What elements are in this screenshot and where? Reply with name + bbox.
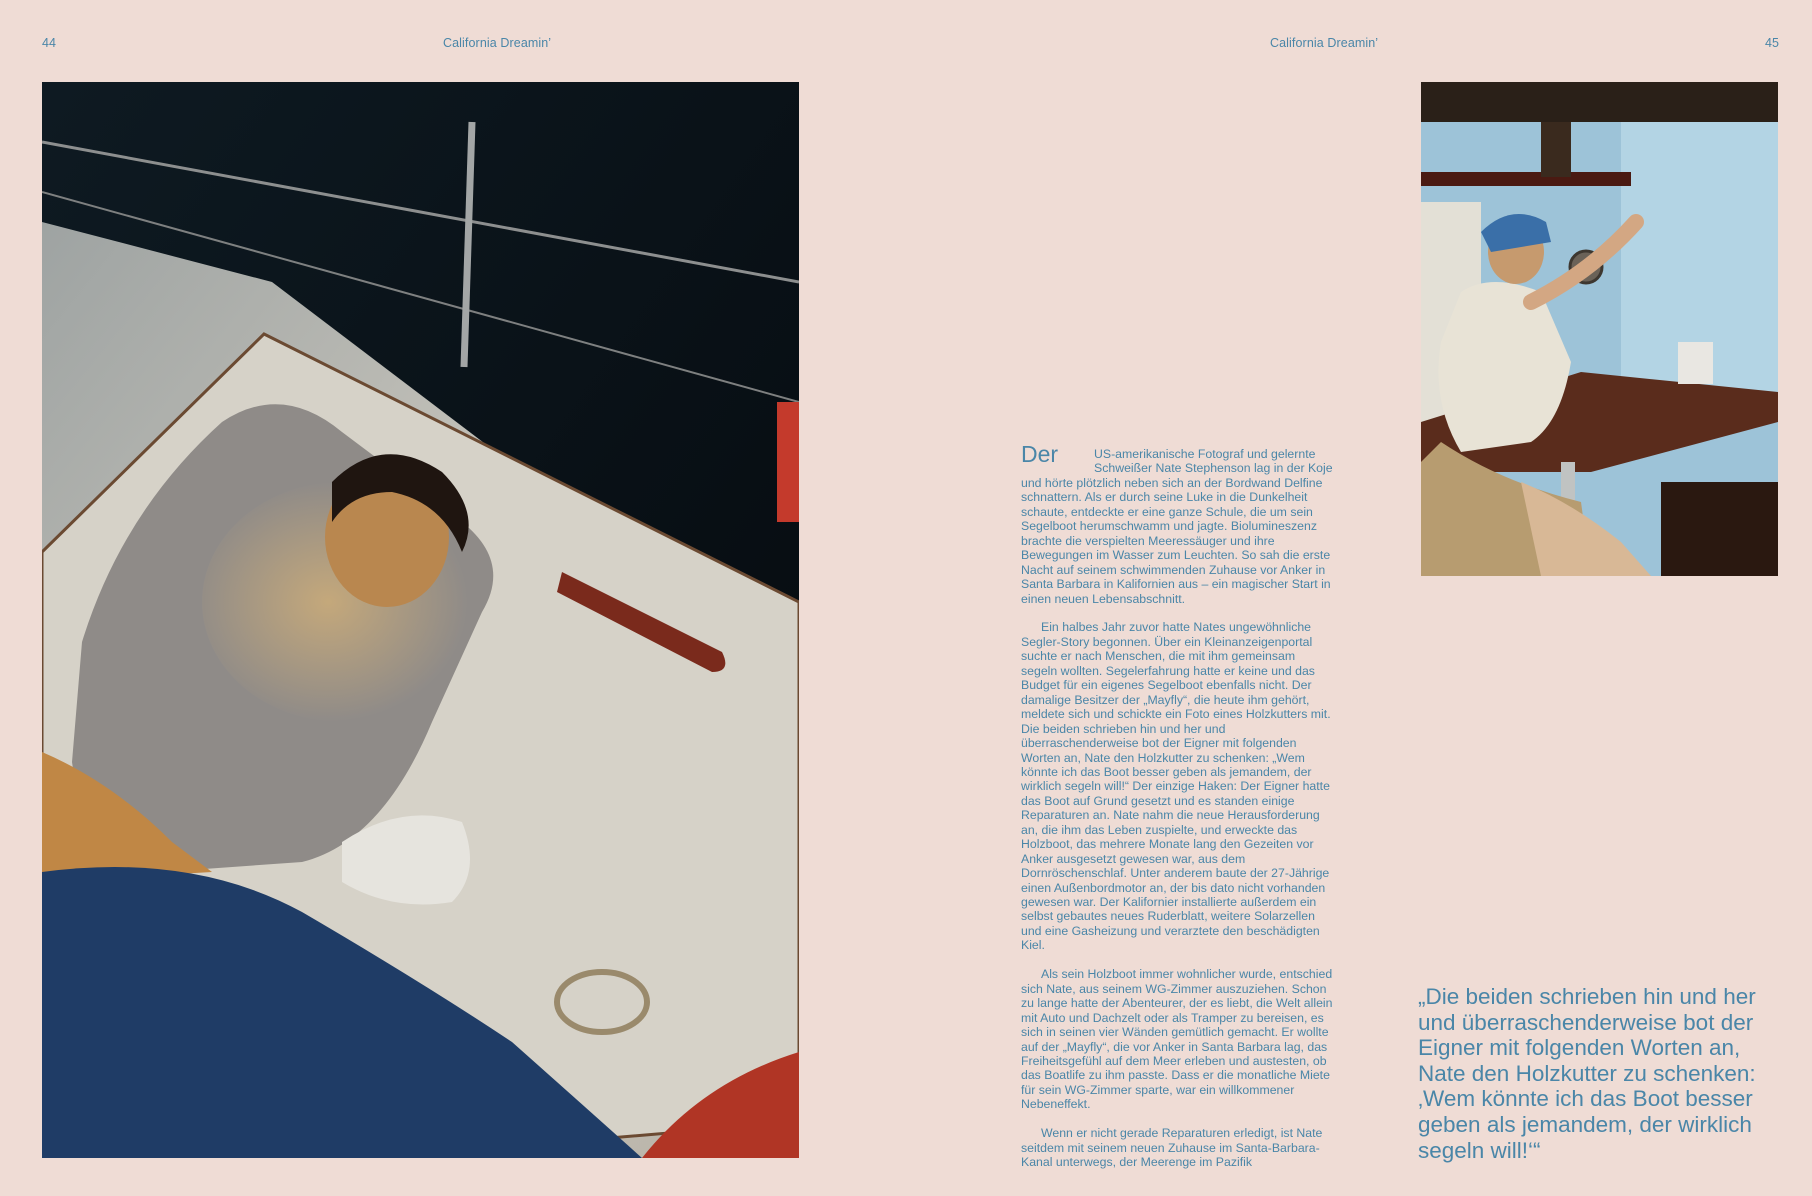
photo-woman-on-boat-deck-image <box>42 82 799 1158</box>
running-title-left: California Dreamin’ <box>443 36 552 50</box>
running-title-right: California Dreamin’ <box>1270 36 1379 50</box>
pull-quote: „Die beiden schrieben hin und her und überraschenderweise bot der Eigner mit folgenden Worten an, Nate den Holzkutter zu schenken: ‚Wem könnte ich das Boot besser geben als jemandem, der wirklich segeln will!‘“ <box>1418 984 1756 1163</box>
paragraph-2: Ein halbes Jahr zuvor hatte Nates ungewöhnliche Segler-Story begonnen. Über ein Kleinanzeigenportal suchte er nach Menschen, die mit ihm gemeinsam segeln wollten. Segelerfahrung hatte er keine und das Budget für ein eigenes Segelboot ebenfalls nicht. Der damalige Besitzer der „Mayfly“, die heute ihm gehört, meldete sich und schickte ein Foto eines Holzkutters mit. Die beiden schrieben hin und her und überraschenderweise bot der Eigner mit folgenden Worten an, Nate den Holzkutter zu schenken: „Wem könnte ich das Boot besser geben als jemandem, der wirklich segeln will!“ Der einzige Haken: Der Eigner hatte das Boot auf Grund gesetzt und es standen einige Reparaturen an. Nate nahm die neue Herausforderung an, die ihm das Leben zuspielte, und erweckte das Holzboot, das mehrere Monate lang den Gezeiten vor Anker ausgesetzt gewesen war, aus dem Dornröschenschlaf. Unter anderem baute der 27-Jährige einen Außenbordmotor an, der bis dato nicht vorhanden gewesen war. Der Kalifornier installierte außerdem ein selbst gebautes neues Ruderblatt, weitere Solarzellen und eine Gasheizung und verarztete den beschädigten Kiel. <box>1021 620 1331 953</box>
article-body <box>1021 441 1334 1184</box>
paragraph-1 <box>1021 441 1334 606</box>
page-number-right: 45 <box>1765 36 1780 50</box>
paragraph-4: Wenn er nicht gerade Reparaturen erledigt, ist Nate seitdem mit seinem neuen Zuhause im Santa-Barbara-Kanal unterwegs, der Meerenge im Pazifik <box>1021 1126 1323 1170</box>
paragraph-3: Als sein Holzboot immer wohnlicher wurde, entschied sich Nate, aus seinem WG-Zimmer auszuziehen. Schon zu lange hatte der Abenteurer, der es liebt, die Welt allein mit Auto und Dachzelt oder als Tramper zu bereisen, es sich in seinen vier Wänden gemütlich gemacht. Er wollte auf der „Mayfly“, die vor Anker in Santa Barbara lag, das Freiheitsgefühl auf dem Meer erleben und austesten, ob das Boatlife zu ihm passte. Dass er die monatliche Miete für sein WG-Zimmer sparte, war ein willkommener Nebeneffekt. <box>1021 967 1333 1112</box>
page-number-left: 44 <box>42 36 57 50</box>
photo-man-painting-cabin-image <box>1421 82 1778 576</box>
photo-woman-on-boat-deck <box>42 82 799 1158</box>
paragraph-1-text: US-amerikanische Fotograf und gelernte Schweißer Nate Stephenson lag in der Koje und hörte plötzlich neben sich an der Bordwand Delfine schnattern. Als er durch seine Luke in die Dunkelheit schaute, entdeckte er eine ganze Schule, die um sein Segelboot herumschwamm und jagte. Biolumineszenz brachte die verspielten Meeressäuger und ihre Bewegungen im Wasser zum Leuchten. So sah die erste Nacht auf seinem schwimmenden Zuhause vor Anker in Santa Barbara in Kalifornien aus – ein magischer Start in einen neuen Lebensabschnitt. <box>1021 447 1333 606</box>
dropcap-word: Der <box>1021 441 1059 467</box>
photo-man-painting-cabin <box>1421 82 1778 576</box>
